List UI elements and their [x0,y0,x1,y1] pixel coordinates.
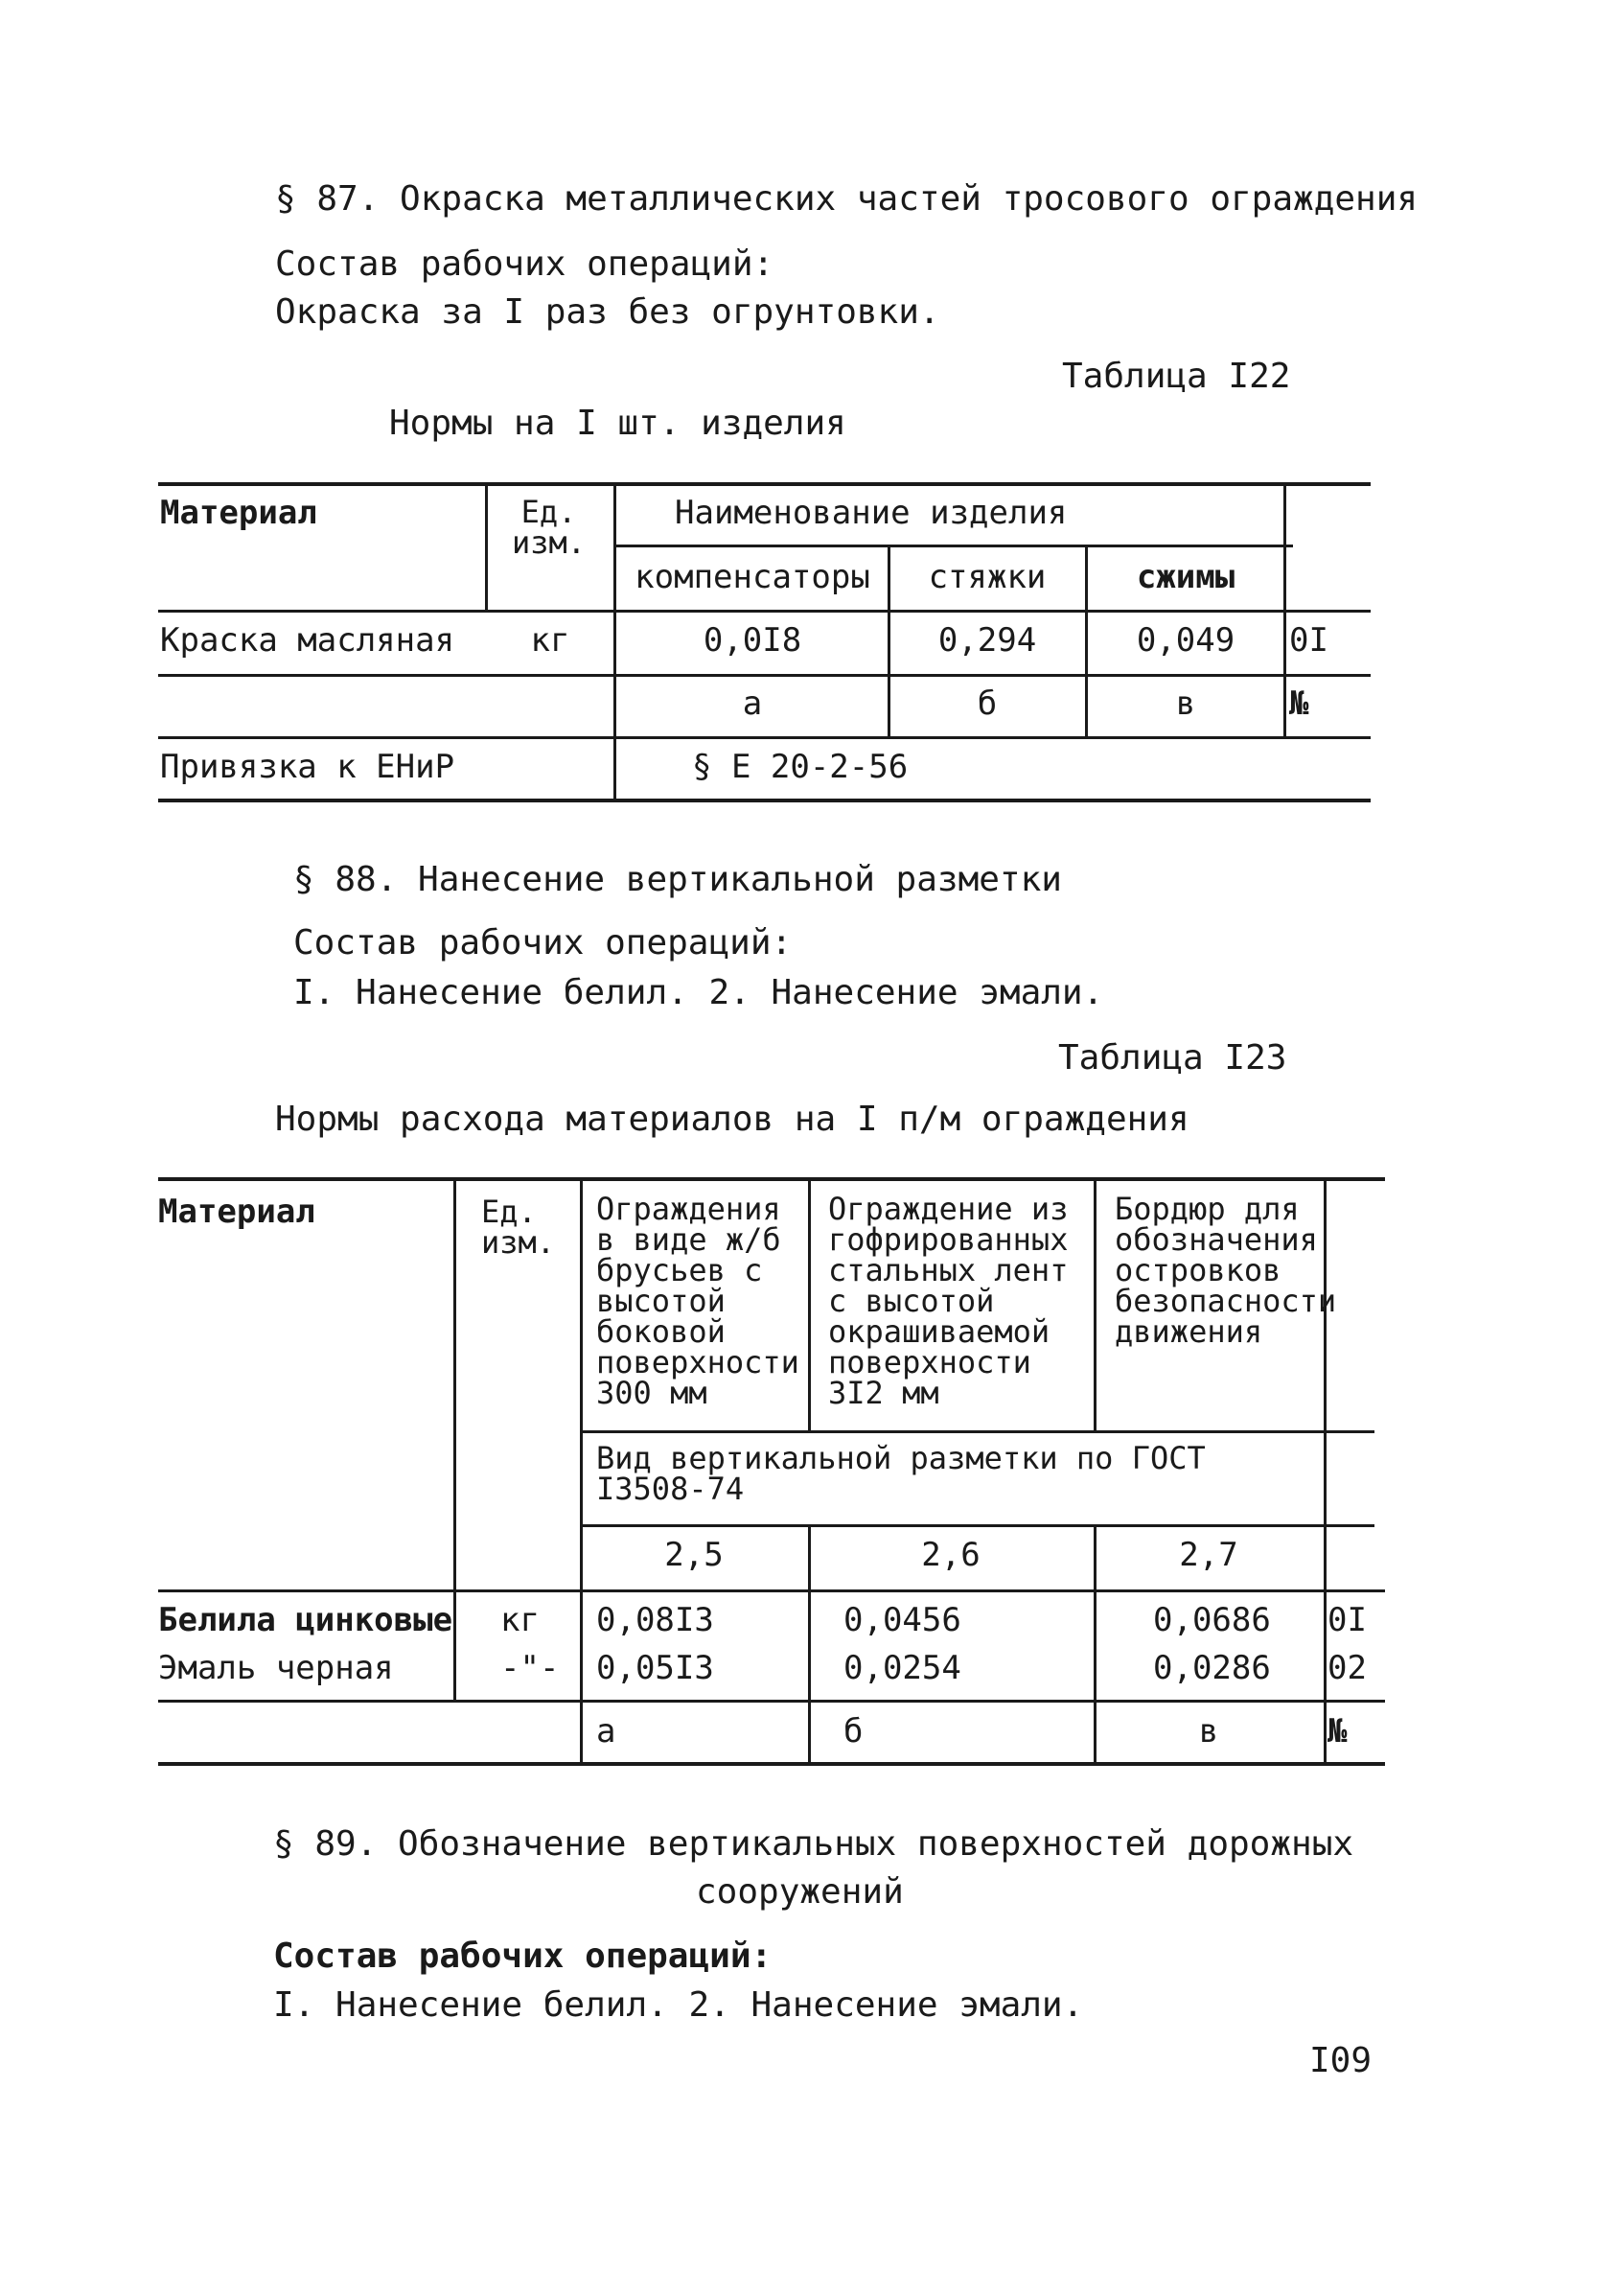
col-material-header: Материал [160,494,317,532]
row-code: 0I [1327,1601,1367,1639]
col-letter: б [977,684,998,723]
section-87-heading: § 87. Окраска металлических частей тросового ограждения [275,179,1419,219]
col-letter: а [596,1712,616,1751]
row-code: 02 [1327,1649,1367,1687]
section-89-ops-text: I. Нанесение белил. 2. Нанесение эмали. [273,1985,1084,2025]
row-value: 0,0686 [1153,1601,1271,1639]
gost-code: 2,7 [1179,1536,1238,1574]
row-unit: -"- [500,1649,560,1687]
table-122-label: Таблица I22 [1062,357,1291,396]
section-87-ops-text: Окраска за I раз без огрунтовки. [275,292,940,332]
section-88-heading: § 88. Нанесение вертикальной разметки [293,860,1062,899]
product-header: стяжки [928,558,1047,596]
number-sign: № [1289,684,1309,723]
page-number: I09 [1309,2041,1373,2080]
row-unit: кг [530,621,570,660]
section-89-ops-label: Состав рабочих операций: [273,1937,773,1976]
col-letter: б [843,1712,864,1751]
row-material: Белила цинковые [158,1601,453,1639]
col-desc-header: Бордюр для обозначения островков безопасности движения [1115,1191,1337,1350]
gost-code: 2,5 [664,1536,724,1574]
row-material: Краска масляная [160,621,455,660]
table-122-caption: Нормы на I шт. изделия [389,404,846,443]
col-unit-header: Ед. изм. [481,1194,556,1261]
row-value: 0,0254 [843,1649,961,1687]
row-code: 0I [1289,621,1328,660]
number-sign: № [1327,1712,1348,1751]
col-letter: в [1175,684,1196,723]
row-value: 0,049 [1136,621,1235,660]
col-unit-header: Ед. изм. [511,494,587,561]
row-value: 0,0456 [843,1601,961,1639]
row-value: 0,294 [937,621,1037,660]
section-89-heading: § 89. Обозначение вертикальных поверхностей дорожных [273,1824,1354,1864]
row-value: 0,0I8 [703,621,802,660]
row-value: 0,08I3 [596,1601,714,1639]
gost-code: 2,6 [921,1536,981,1574]
table-123-caption: Нормы расхода материалов на I п/м ограждения [275,1100,1189,1139]
product-header: компенсаторы [635,558,870,596]
col-desc-header: Ограждения в виде ж/б брусьев с высотой боковой поверхности 300 мм [596,1191,799,1411]
binding-label: Привязка к ЕНиР [160,748,455,786]
row-value: 0,05I3 [596,1649,714,1687]
row-unit: кг [500,1601,540,1639]
row-material: Эмаль черная [158,1649,394,1687]
col-letter: а [742,684,763,723]
section-88-ops-text: I. Нанесение белил. 2. Нанесение эмали. [293,973,1104,1012]
col-letter: в [1198,1712,1219,1751]
section-88-ops-label: Состав рабочих операций: [293,923,793,962]
section-87-ops-label: Состав рабочих операций: [275,244,774,284]
binding-value: § Е 20-2-56 [692,748,909,786]
col-material-header: Материал [158,1193,315,1231]
col-desc-header: Ограждение из гофрированных стальных лент с высотой окрашиваемой поверхности 3I2 мм [828,1191,1069,1411]
row-value: 0,0286 [1153,1649,1271,1687]
section-89-heading-cont: сооружений [696,1872,904,1912]
gost-label: Вид вертикальной разметки по ГОСТ I3508-74 [596,1440,1206,1507]
table-123-label: Таблица I23 [1058,1038,1287,1078]
col-product-group-header: Наименование изделия [675,494,1068,532]
product-header: сжимы [1136,558,1235,596]
